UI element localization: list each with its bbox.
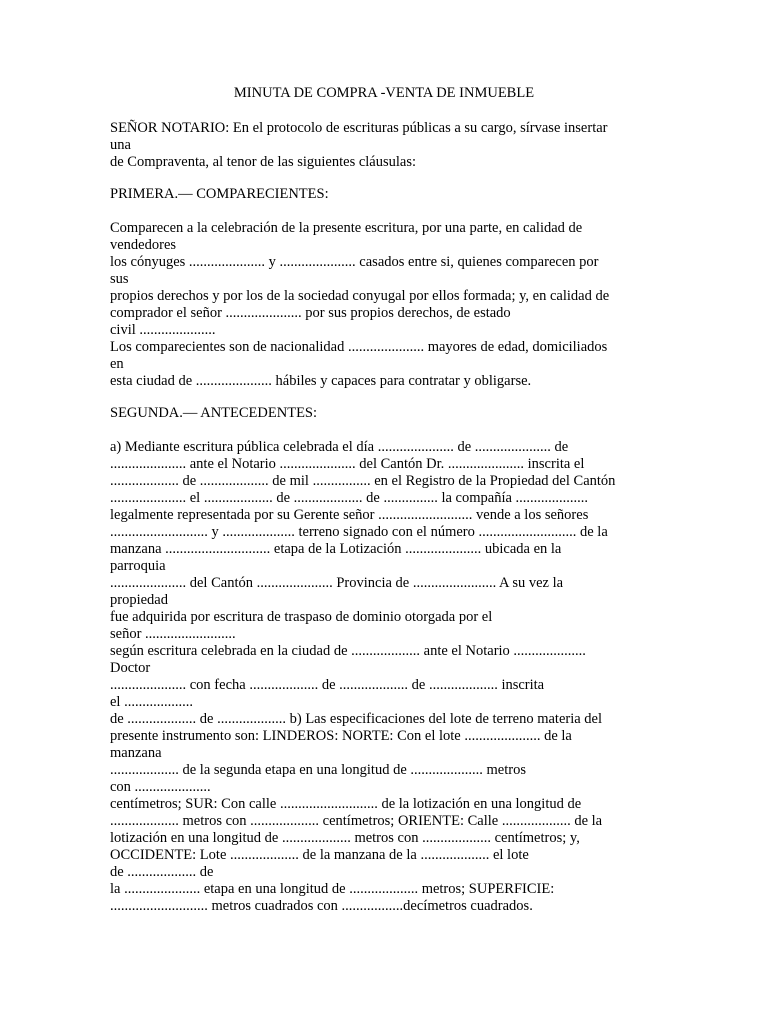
- text-line: en: [110, 356, 124, 372]
- document-title: MINUTA DE COMPRA -VENTA DE INMUEBLE: [233, 85, 535, 101]
- text-line: ................... de la segunda etapa en una longitud de .................... metros: [110, 762, 526, 778]
- text-line: comprador el señor ..................... por sus propios derechos, de estado: [110, 305, 511, 321]
- text-line: ..................... del Cantón ..................... Provincia de ....................... A su vez la: [110, 575, 564, 591]
- text-line: ..................... ante el Notario ..................... del Cantón Dr. ..................... inscrita el: [110, 456, 585, 472]
- text-line: los cónyuges ..................... y ..................... casados entre si, quienes comparecen por: [110, 254, 599, 270]
- text-line: ................... de ................... de mil ................ en el Registro de la Propiedad del Cantón: [110, 473, 616, 489]
- text-line: propios derechos y por los de la sociedad conyugal por ellos formada; y, en calidad de: [110, 288, 610, 304]
- text-line: señor .........................: [110, 626, 236, 642]
- text-line: el ...................: [110, 694, 193, 710]
- text-line: la ..................... etapa en una longitud de ................... metros; SUPERFICIE:: [110, 881, 555, 897]
- section-heading-segunda: SEGUNDA.— ANTECEDENTES:: [110, 405, 318, 421]
- text-line: parroquia: [110, 558, 166, 574]
- text-line: manzana ............................. etapa de la Lotización ..................... ubicada en la: [110, 541, 562, 557]
- text-line: según escritura celebrada en la ciudad de ................... ante el Notario ....................: [110, 643, 586, 659]
- text-line: ..................... el ................... de ................... de ............... la compañía ....................: [110, 490, 589, 506]
- text-line: a) Mediante escritura pública celebrada el día ..................... de ..................... de: [110, 439, 569, 455]
- text-line: de ................... de ................... b) Las especificaciones del lote de terreno materia del: [110, 711, 603, 727]
- text-line: Comparecen a la celebración de la presente escritura, por una parte, en calidad de: [110, 220, 583, 236]
- text-line: sus: [110, 271, 129, 287]
- text-line: con .....................: [110, 779, 211, 795]
- text-line: de Compraventa, al tenor de las siguientes cláusulas:: [110, 154, 417, 170]
- text-line: SEÑOR NOTARIO: En el protocolo de escrituras públicas a su cargo, sírvase insertar: [110, 120, 608, 136]
- text-line: OCCIDENTE: Lote ................... de la manzana de la ................... el lote: [110, 847, 529, 863]
- text-line: vendedores: [110, 237, 177, 253]
- text-line: Los comparecientes son de nacionalidad ..................... mayores de edad, domiciliados: [110, 339, 608, 355]
- text-line: ........................... y .................... terreno signado con el número ........................... de la: [110, 524, 608, 540]
- text-line: una: [110, 137, 131, 153]
- text-line: Doctor: [110, 660, 151, 676]
- text-line: de ................... de: [110, 864, 214, 880]
- text-line: lotización en una longitud de ................... metros con ................... centímetros; y,: [110, 830, 580, 846]
- section-heading-primera: PRIMERA.— COMPARECIENTES:: [110, 186, 329, 202]
- text-line: ................... metros con ................... centímetros; ORIENTE: Calle ................... de la: [110, 813, 603, 829]
- text-line: presente instrumento son: LINDEROS: NORTE: Con el lote ..................... de la: [110, 728, 572, 744]
- text-line: propiedad: [110, 592, 168, 608]
- text-line: civil .....................: [110, 322, 216, 338]
- text-line: ........................... metros cuadrados con .................decímetros cuadrados.: [110, 898, 533, 914]
- text-line: centímetros; SUR: Con calle ........................... de la lotización en una longitud de: [110, 796, 582, 812]
- text-line: fue adquirida por escritura de traspaso de dominio otorgada por el: [110, 609, 493, 625]
- text-line: legalmente representada por su Gerente señor .......................... vende a los señores: [110, 507, 589, 523]
- text-line: ..................... con fecha ................... de ................... de ................... inscrita: [110, 677, 545, 693]
- text-line: esta ciudad de ..................... hábiles y capaces para contratar y obligarse.: [110, 373, 532, 389]
- text-line: manzana: [110, 745, 162, 761]
